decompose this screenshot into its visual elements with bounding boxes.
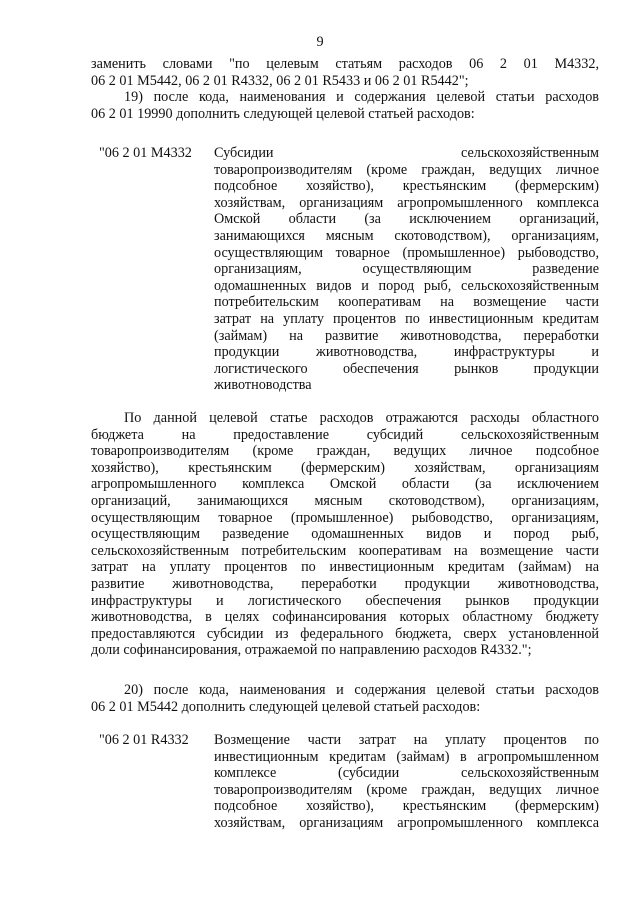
text-line: предоставляются субсидии из федерального бюджета, сверх установленной [91,625,599,642]
budget-code-r4332: "06 2 01 R4332 [99,732,189,748]
item-20-paragraph [91,682,599,715]
text-line: затрат на уплату процентов по инвестиционным кредитам (займам) на [91,559,599,576]
text-line: затрат на уплату процентов по инвестиционным кредитам [214,310,599,327]
text-line: хозяйствам, организациям агропромышленного комплекса [214,194,599,211]
text-line: инвестиционным кредитам (займам) в агропромышленном [214,748,599,765]
text-line: 19) после кода, наименования и содержания целевой статьи расходов [124,89,599,105]
text-line: подсобное хозяйство), крестьянским (фермерским) [214,178,599,195]
text-line: осуществляющим товарное (промышленное) рыбоводство, [214,244,599,261]
text-line: агропромышленного комплекса Омской области (за исключением [91,476,599,493]
budget-item-description [214,145,599,394]
text-line: товаропроизводителям (кроме граждан, ведущих личное подсобное [91,443,599,460]
text-line: бюджета на предоставление субсидий сельскохозяйственным [91,426,599,443]
budget-item-description [214,732,599,832]
item-19-paragraph [91,89,599,122]
text-line: Возмещение части затрат на уплату процентов по [214,732,599,748]
text-line: животноводства, в целях софинансирования которых областному бюджету [91,609,599,626]
text-line: осуществляющим товарное (промышленное) рыбоводство, организациям, [91,509,599,526]
text-line: продукции животноводства, инфраструктуры и [214,344,599,361]
text-line: инфраструктуры и логистического обеспечения рынков продукции [91,592,599,609]
text-line: хозяйство), крестьянским (фермерским) хозяйствам, организациям [91,459,599,476]
text-line: развитие животноводства, переработки продукции животноводства, [91,575,599,592]
text-line: одомашненных видов и пород рыб, сельскохозяйственным [214,277,599,294]
explanation-paragraph [91,410,599,659]
text-line: заменить словами "по целевым статьям расходов 06 2 01 М4332, [91,56,599,72]
text-line: организаций, занимающихся мясным скотоводством), организациям, [91,492,599,509]
text-line: товаропроизводителям (кроме граждан, ведущих личное [214,161,599,178]
text-line: комплексе (субсидии сельскохозяйственным [214,765,599,782]
text-line: потребительским кооперативам на возмещение части [214,294,599,311]
text-line: занимающихся мясным скотоводством), организациям, [214,227,599,244]
budget-code-m4332: "06 2 01 М4332 [99,145,192,161]
page-number: 9 [316,34,324,50]
text-line: хозяйствам, организациям агропромышленного комплекса [214,814,599,831]
text-line: Омской области (за исключением организаций, [214,211,599,228]
text-line: 06 2 01 М5442 дополнить следующей целевой статьей расходов: [91,698,481,715]
text-line: подсобное хозяйство), крестьянским (фермерским) [214,798,599,815]
text-line: животноводства [214,377,312,394]
text-line: Субсидии сельскохозяйственным [214,145,599,161]
text-line: 20) после кода, наименования и содержания целевой статьи расходов [124,682,599,698]
text-line: организациям, осуществляющим разведение [214,261,599,278]
text-line: сельскохозяйственным потребительским кооперативам на возмещение части [91,542,599,559]
text-line: логистического обеспечения рынков продукции [214,360,599,377]
text-line: товаропроизводителям (кроме граждан, ведущих личное [214,781,599,798]
replacement-text [91,56,599,89]
text-line: 06 2 01 М5442, 06 2 01 R4332, 06 2 01 R5433 и 06 2 01 R5442"; [91,72,469,89]
text-line: 06 2 01 19990 дополнить следующей целевой статьей расходов: [91,105,475,122]
text-line: По данной целевой статье расходов отражаются расходы областного [124,410,599,426]
text-line: осуществляющим разведение одомашненных видов и пород рыб, [91,526,599,543]
text-line: (займам) на развитие животноводства, переработки [214,327,599,344]
text-line: доли софинансирования, отражаемой по направлению расходов R4332."; [91,642,532,659]
